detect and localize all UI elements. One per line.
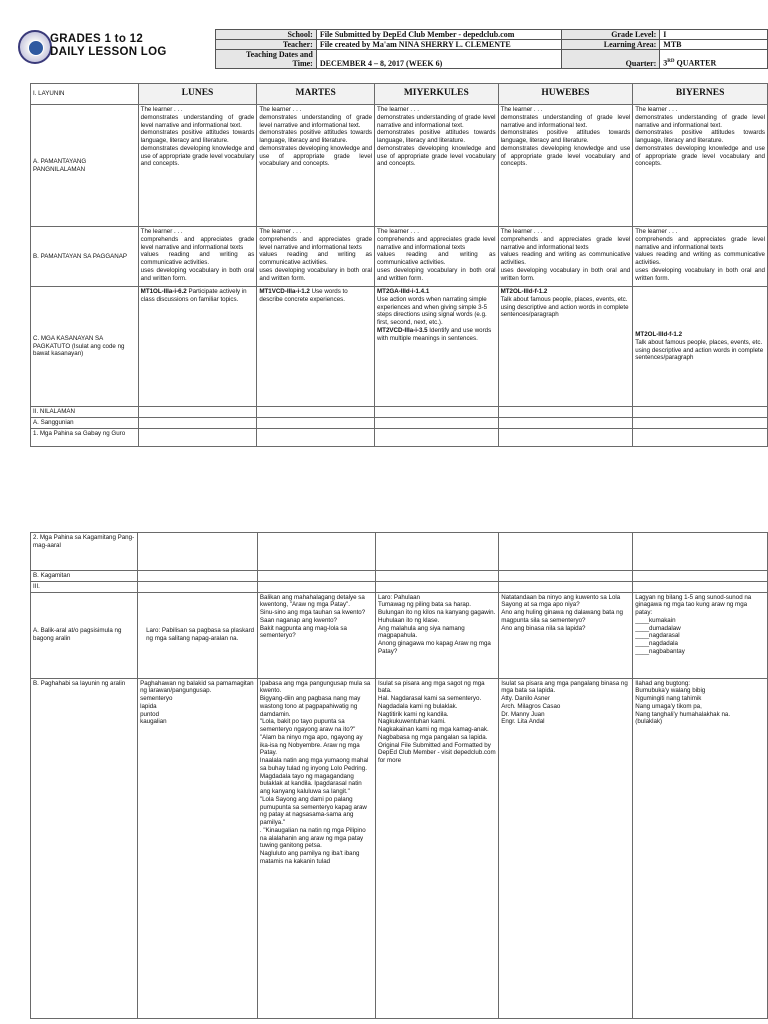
cell-motivation-miyerkules: Isulat sa pisara ang mga sagot ng mga bata. Hal. Nagdarasal kami sa sementeryo. Nagdadala kami ng bulaklak. Nagtitirik kami ng kandila. Nagkukuwentuhan kami. Nagkakainan kami ng mga kamag-anak. Nagbabasa ng mga pangalan sa lapida. Original File Submitted and Formatted by DepEd Club Member - visit depedclub.com for more [376,678,499,1018]
school-label: School: [216,30,317,40]
teaching-dates-label-line1: Teaching Dates and [246,50,313,59]
quarter-number: 3 [663,59,668,68]
competency-code: MT2OL-IIId-f-1.2 [500,288,548,295]
row-label-iii: III. [31,581,138,592]
grade-level-label: Grade Level: [561,30,660,40]
competency-code: MT1OL-IIIa-i-6.2 [140,288,187,295]
teaching-dates-label [216,50,317,69]
quarter-label: Quarter: [561,50,660,69]
cell-content-standard-biyernes: The learner . . . demonstrates understanding of grade level narrative and informational text. demonstrates positive attitudes towards language, literacy and literature. demonstrates developing knowledge and use of appropriate grade level vocabulary and concepts. [633,105,768,227]
cell-performance-standard-martes: The learner . . . comprehends and appreciates grade level narrative and informational texts values reading and writing as communicative activities. uses developing vocabulary in both oral and written form. [257,227,375,287]
competency-text: Talk about famous people, places, events, etc. using descriptive and action words in complete sentences/paragraph [500,295,629,319]
procedures-table [30,532,768,1019]
cell-review-huwebes: Natatandaan ba ninyo ang kuwento sa Lola Sayong at sa mga apo niya? Ano ang huling ginawa ng dalawang bata ng magpunta sila sa sementeryo? Ano ang binasa nila sa lapida? [499,592,633,678]
competency-text: Talk about famous people, places, events, etc. using descriptive and action words in complete sentences/paragraph [635,338,764,362]
cell-motivation-huwebes: Isulat sa pisara ang mga pangalang binasa ng mga bata sa lapida. Atty. Danilo Asner Arch. Milagros Casao Dr. Manny Juan Engr. Lita Andal [499,678,633,1018]
competency-text-2: Identify and use words with multiple meanings in sentences. [377,326,492,342]
cell-performance-standard-miyerkules: The learner . . . comprehends and appreciates grade level narrative and informational texts values reading and writing as communicative activities. uses developing vocabulary in both oral and written form. [375,227,499,287]
row-label-gabay-ng-guro: 1. Mga Pahina sa Gabay ng Guro [31,428,139,446]
row-label-sanggunian: A. Sanggunian [31,417,139,428]
cell-performance-standard-biyernes: The learner . . . comprehends and appreciates grade level narrative and informational texts values reading and writing as communicative activities. uses developing vocabulary in both oral and written form. [633,227,768,287]
objectives-table [30,83,768,447]
deped-seal-icon [18,30,52,64]
cell-competency-martes [257,287,375,407]
row-label-kasanayan: C. MGA KASANAYAN SA PAGKATUTO (Isulat ang code ng bawat kasanayan) [31,287,139,407]
cell-review-lunes: Laro: Pabilisan sa pagbasa sa plaskard ng mga salitang napag-aralan na. [138,592,258,678]
competency-text: Participate actively in class discussions on familiar topics. [140,288,247,303]
teacher-label: Teacher: [216,40,317,50]
cell-motivation-martes: Ipabasa ang mga pangungusap mula sa kwento. Bigyang-diin ang pagbasa nang may wastong tono at pagpapahiwatig ng damdamin. "Lola, bakit po tayo pupunta sa sementeryo ngayong araw na ito?" "Alam ba ninyo mga apo, ngayong ay ika-isa ng Nobyembre. Araw ng mga Patay. Inaalala natin ang mga yumaong mahal sa buhay tulad ng inyong Lolo Pedring. Magdadala tayo ng magagandang bulaklak at kandila. Ipagdarasal natin ang kanyang kaluluwa sa langit." "Lola Sayong ang dami po palang pumupunta sa sementeryo kapag araw ng patay at nagsasama-sama ang pamilya." . "Kinaugalian na natin ng mga Pilipino na alalahanin ang araw ng mga patay tuwing ganitong petsa. Nagluluto ang pamilya ng iba't ibang matamis na kakanin tulad [257,678,375,1018]
day-header-miyerkules: MIYERKULES [375,84,499,105]
day-header-martes: MARTES [257,84,375,105]
day-header-biyernes: BIYERNES [633,84,768,105]
cell-review-biyernes: Lagyan ng bilang 1-5 ang sunod-sunod na ginagawa ng mga tao kung araw ng mga patay: ____kumakain ____dumadalaw ____nagdarasal ____nagdadala ____nagbabantay [633,592,768,678]
row-label-kagamitan: B. Kagamitan [31,571,138,582]
teaching-dates-value: DECEMBER 4 – 8, 2017 (WEEK 6) [316,50,561,69]
teacher-value: File created by Ma'am NINA SHERRY L. CLEMENTE [316,40,561,50]
learning-area-label: Learning Area: [561,40,660,50]
grade-level-value: I [660,30,768,40]
cell-motivation-biyernes: Ilahad ang bugtong: Bumubuka'y walang bibig Ngumingiti nang tahimik Nang umaga'y tikom pa, Nang tanghali'y humahalakhak na. (bulaklak) [633,678,768,1018]
corner-layunin: I. LAYUNIN [31,84,139,105]
competency-code: MT2OL-IIId-f-1.2 [635,331,683,338]
school-value: File Submitted by DepEd Club Member - depedclub.com [316,30,561,40]
competency-code: MT1VCD-IIIa-i-1.2 [259,288,310,295]
cell-content-standard-lunes: The learner . . . demonstrates understanding of grade level narrative and informational text. demonstrates positive attitudes towards language, literacy and literature. demonstrates developing knowledge and use of appropriate grade level vocabulary and concepts. [138,105,257,227]
cell-performance-standard-lunes: The learner . . . comprehends and appreciates grade level narrative and informational texts values reading and writing as communicative activities. uses developing vocabulary in both oral and written form. [138,227,257,287]
day-header-lunes: LUNES [138,84,257,105]
cell-content-standard-miyerkules: The learner . . . demonstrates understanding of grade level narrative and informational text. demonstrates positive attitudes towards language, literacy and literature. demonstrates developing knowledge and use of appropriate grade level vocabulary and concepts. [375,105,499,227]
row-label-pamantayan-sa-pagganap: B. PAMANTAYAN SA PAGGANAP [31,227,139,287]
cell-review-martes: Balikan ang mahahalagang detalye sa kwentong, "Araw ng mga Patay". Sinu-sino ang mga tauhan sa kwento? Saan naganap ang kwento? Bakit nagpunta ang mag-lola sa sementeryo? [257,592,375,678]
cell-content-standard-huwebes: The learner . . . demonstrates understanding of grade level narrative and informational text. demonstrates positive attitudes towards language, literacy and literature. demonstrates developing knowledge and use of appropriate grade level vocabulary and concepts. [498,105,633,227]
cell-competency-miyerkules [375,287,499,407]
competency-code: MT2GA-IIId-i-1.4.1 [377,288,430,295]
teaching-dates-label-line2: Time: [292,59,313,68]
cell-motivation-lunes: Paghahawan ng balakid sa pamamagitan ng larawan/pangungusap. sementeryo lapida puntod kaugalian [138,678,258,1018]
quarter-text: QUARTER [674,59,717,68]
competency-text: Use words to describe concrete experiences. [259,288,348,303]
cell-competency-biyernes [633,287,768,407]
cell-competency-huwebes [498,287,633,407]
title-daily-lesson-log: DAILY LESSON LOG [50,46,167,58]
row-label-nilalaman: II. NILALAMAN [31,407,139,418]
cell-competency-lunes [138,287,257,407]
competency-text: Use action words when narrating simple experiences and when giving simple 3-5 steps directions using signal words (e.g. first, second, next, etc.). [377,295,488,326]
header-info-table [215,29,768,69]
row-label-pamantayang-pangnilalaman: A. PAMANTAYANG PANGNILALAMAN [31,105,139,227]
cell-performance-standard-huwebes: The learner . . . comprehends and appreciates grade level narrative and informational texts values reading and writing as communicative activities. uses developing vocabulary in both oral and written form. [498,227,633,287]
row-label-kagamitang-pang-mag-aaral: 2. Mga Pahina sa Kagamitang Pang-mag-aaral [31,533,138,571]
quarter-superscript: RD [667,59,675,65]
competency-code-2: MT2VCD-IIIa-i-3.5 [377,326,428,334]
row-label-balik-aral: A. Balik-aral at/o pagsisimula ng bagong aralin [31,592,138,678]
quarter-value [660,50,768,69]
learning-area-value: MTB [660,40,768,50]
cell-content-standard-martes: The learner . . . demonstrates understanding of grade level narrative and informational text. demonstrates positive attitudes towards language, literacy and literature. demonstrates developing knowledge and use of appropriate grade level vocabulary and concepts. [257,105,375,227]
day-header-huwebes: HUWEBES [498,84,633,105]
cell-review-miyerkules: Laro: Pahulaan Tumawag ng piling bata sa harap. Bulungan ito ng kilos na kanyang gagawin. Huhulaan ito ng klase. Ang malahula ang siya namang magpapahula. Anong ginagawa mo kapag Araw ng mga Patay? [376,592,499,678]
title-grades: GRADES 1 to 12 [50,33,144,45]
row-label-paghahabi: B. Paghahabi sa layunin ng aralin [31,678,138,1018]
